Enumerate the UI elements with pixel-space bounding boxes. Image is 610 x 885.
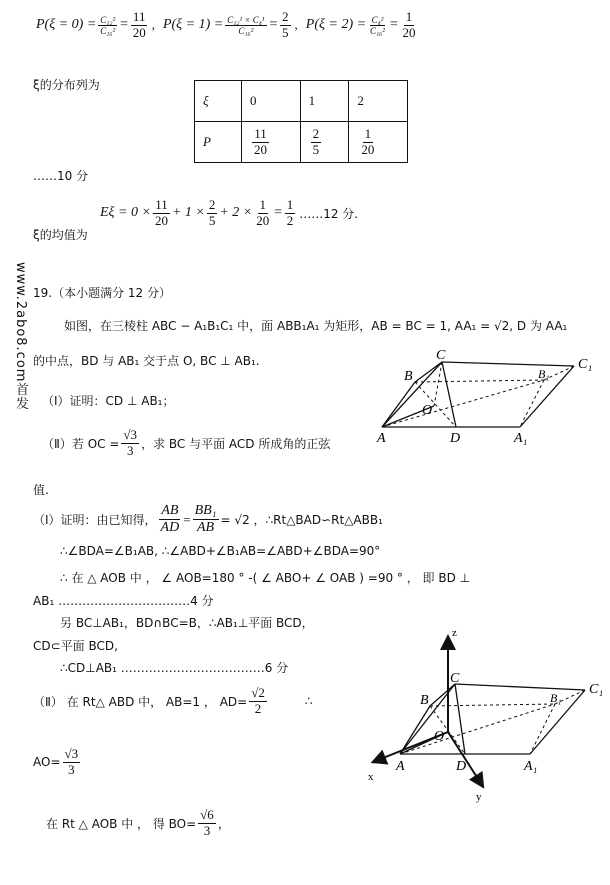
frac-den: AB <box>197 520 215 536</box>
frac-den: 3 <box>126 442 134 458</box>
y-axis <box>448 732 480 782</box>
label-A: A <box>396 759 405 774</box>
label-O: O <box>422 403 433 418</box>
mean-c: + 2 × <box>219 205 253 221</box>
label-A1: A₁ <box>514 431 528 446</box>
table-cell <box>349 122 408 163</box>
table-cell <box>242 122 301 163</box>
frac-den: 3 <box>203 822 211 838</box>
edge-CD <box>442 362 456 427</box>
p2-lhs: P(ξ = 2) = <box>305 17 367 33</box>
sep-2: , <box>294 17 298 33</box>
sol-line-4: AB₁ ……………………………4 分 <box>33 594 214 608</box>
sol-l1-a: （Ⅰ）证明：由已知得， <box>33 513 157 528</box>
frac-den: 20 <box>256 212 270 228</box>
frac-den: 2 <box>286 212 294 228</box>
sol-line-2: ∴∠BDA=∠B₁AB, ∴∠ABD+∠B₁AB=∠ABD+∠BDA=90° <box>60 544 381 558</box>
p1-den: C₁₆² <box>238 25 254 36</box>
prism-figure-2 <box>360 620 604 810</box>
frac-den: 20 <box>361 141 375 157</box>
frac-num: AB <box>159 503 180 520</box>
sol-line-5: 另 BC⊥AB₁，BD∩BC=B，∴AB₁⊥平面 BCD， <box>60 616 314 630</box>
p1-lhs: P(ξ = 1) = <box>162 17 224 33</box>
edge-BB1 <box>415 380 544 382</box>
mean-b: + 1 × <box>171 205 205 221</box>
sol-l8-a: （Ⅱ） 在 Rt△ ABD 中， AB=1 ， AD= <box>33 694 248 709</box>
q19-heading: 19.（本小题满分 12 分） <box>33 286 171 300</box>
frac-num: √3 <box>64 746 79 761</box>
label-B: B <box>404 369 413 384</box>
q19-part-2 <box>42 428 330 459</box>
p0-num: C₁₂² <box>100 14 116 25</box>
frac-num: √2 <box>251 685 265 700</box>
mean-tail: ……12 分. <box>299 206 359 221</box>
frac-den: 5 <box>312 141 320 157</box>
sol-line-3: ∴ 在 △ AOB 中 ， ∠ AOB=180 ° -( ∠ ABO+ ∠ OAB ) =90 ° ， 即 BD ⊥ <box>60 571 471 585</box>
label-y: y <box>476 791 482 803</box>
sol-l9-a: AO= <box>33 755 61 770</box>
sol-l10-a: 在 Rt △ AOB 中 ， 得 BO= <box>46 816 197 831</box>
frac-den: 20 <box>254 141 267 157</box>
frac-num: 1 <box>286 197 294 212</box>
sol-l10-b: ， <box>217 816 230 831</box>
sol-line-10 <box>46 808 230 839</box>
label-B1: B₁ <box>550 691 562 705</box>
table-cell: 0 <box>242 81 301 122</box>
q19-part-1: （Ⅰ）证明：CD ⊥ AB₁； <box>42 394 175 408</box>
p2-val-den: 20 <box>402 24 416 40</box>
distribution-table <box>194 80 408 163</box>
label-B: B <box>420 693 429 708</box>
sol-line-7: ∴CD⊥AB₁ ………………………………6 分 <box>60 661 289 675</box>
frac-den: 20 <box>154 212 168 228</box>
table-cell: P <box>195 122 242 163</box>
p1-val-den: 5 <box>282 24 289 40</box>
label-D: D <box>456 759 467 774</box>
p0-lhs: P(ξ = 0) = <box>36 17 97 33</box>
diag-AB1 <box>400 704 555 754</box>
frac-num: 2 <box>312 125 320 141</box>
p1-val-num: 2 <box>282 9 289 24</box>
frac-den: 3 <box>68 761 75 777</box>
table-cell: ξ <box>195 81 242 122</box>
label-x: x <box>368 771 374 783</box>
frac-num: 1 <box>364 125 372 141</box>
label-C1: C₁ <box>589 682 604 697</box>
table-cell <box>300 122 349 163</box>
table-cell: 2 <box>349 81 408 122</box>
p0-den: C₁₆² <box>100 25 116 36</box>
mean-a: Eξ = 0 × <box>100 205 151 221</box>
table-cell: 1 <box>300 81 349 122</box>
watermark: www.2abo8.com首发 <box>13 262 28 411</box>
frac-num: √3 <box>123 427 138 442</box>
sol-line-8 <box>33 686 312 717</box>
part2-a: （Ⅱ）若 OC = <box>42 436 120 451</box>
frac-den: 2 <box>254 700 262 716</box>
frac-num: BB₁ <box>193 503 219 520</box>
mean-expression <box>100 198 358 229</box>
edge-BC <box>430 684 455 706</box>
p0-val-num: 11 <box>132 9 146 24</box>
prism-figure-1 <box>372 348 607 444</box>
mean-label: ξ的均值为 <box>33 228 88 242</box>
dist-label: ξ的分布列为 <box>33 78 100 92</box>
table-row <box>195 122 408 163</box>
frac-num: 11 <box>254 125 267 141</box>
edge-CC1 <box>455 684 585 690</box>
edge-BC <box>415 362 442 382</box>
sol-line-6: CD⊂平面 BCD, <box>33 639 118 653</box>
p2-num: C₄² <box>371 14 384 25</box>
label-A1: A₁ <box>524 759 538 774</box>
p0-val-den: 20 <box>132 24 146 40</box>
label-B1: B₁ <box>538 367 550 381</box>
p2-val-num: 1 <box>405 9 413 24</box>
sol-line-1 <box>33 503 383 536</box>
label-z: z <box>452 627 457 639</box>
mean-eq: = <box>273 205 283 221</box>
sol-l8-b: ∴ <box>304 694 313 709</box>
frac-num: √6 <box>200 807 214 822</box>
table-row <box>195 81 408 122</box>
label-C1: C₁ <box>578 357 593 372</box>
sol-l1-b: = √2 ，∴Rt△BAD∽Rt△ABB₁ <box>220 513 383 528</box>
diag-AB1 <box>382 380 544 427</box>
sol-l1-eq: = <box>183 511 191 527</box>
label-C: C <box>436 348 446 363</box>
sol-line-9 <box>33 747 82 778</box>
part2-b: ，求 BC 与平面 ACD 所成角的正弦 <box>141 436 331 451</box>
sep-1: , <box>151 17 155 33</box>
q19-part-2-tail: 值. <box>33 483 49 497</box>
label-D: D <box>450 431 461 446</box>
p2-den: C₁₆² <box>370 25 386 36</box>
p1-num: C₁₂¹ × C₄¹ <box>227 14 265 25</box>
frac-num: 1 <box>259 197 267 212</box>
edge-CC1 <box>442 362 574 366</box>
prob-line: P(ξ = 0) = $\frac{\text{C₁₂²}}{\text{C₁₆²}}$ = $\frac{11}{20}$ , P(ξ = 1) = $\frac{\text{C₁₂¹ × C₄¹}}{\text{C₁₆²}}$ = $\frac{2}{5}$ , P(ξ = 2) = $\frac{\text{C₄²}}{\text{C₁₆²}}$ = $\frac{1}{20}$ <box>36 9 416 40</box>
q19-stem-2: 的中点，BD 与 AB₁ 交于点 O, BC ⊥ AB₁. <box>33 354 260 368</box>
frac-num: 2 <box>208 197 216 212</box>
score-10: ……10 分 <box>33 169 89 183</box>
label-O: O <box>434 729 445 744</box>
frac-den: 5 <box>208 212 216 228</box>
q19-stem-1: 如图，在三棱柱 ABC − A₁B₁C₁ 中，面 ABB₁A₁ 为矩形，AB = BC = 1, AA₁ = √2, D 为 AA₁ <box>64 319 568 333</box>
label-C: C <box>450 671 460 686</box>
frac-den: AD <box>160 520 180 536</box>
label-A: A <box>377 431 386 446</box>
frac-num: 11 <box>155 197 168 212</box>
